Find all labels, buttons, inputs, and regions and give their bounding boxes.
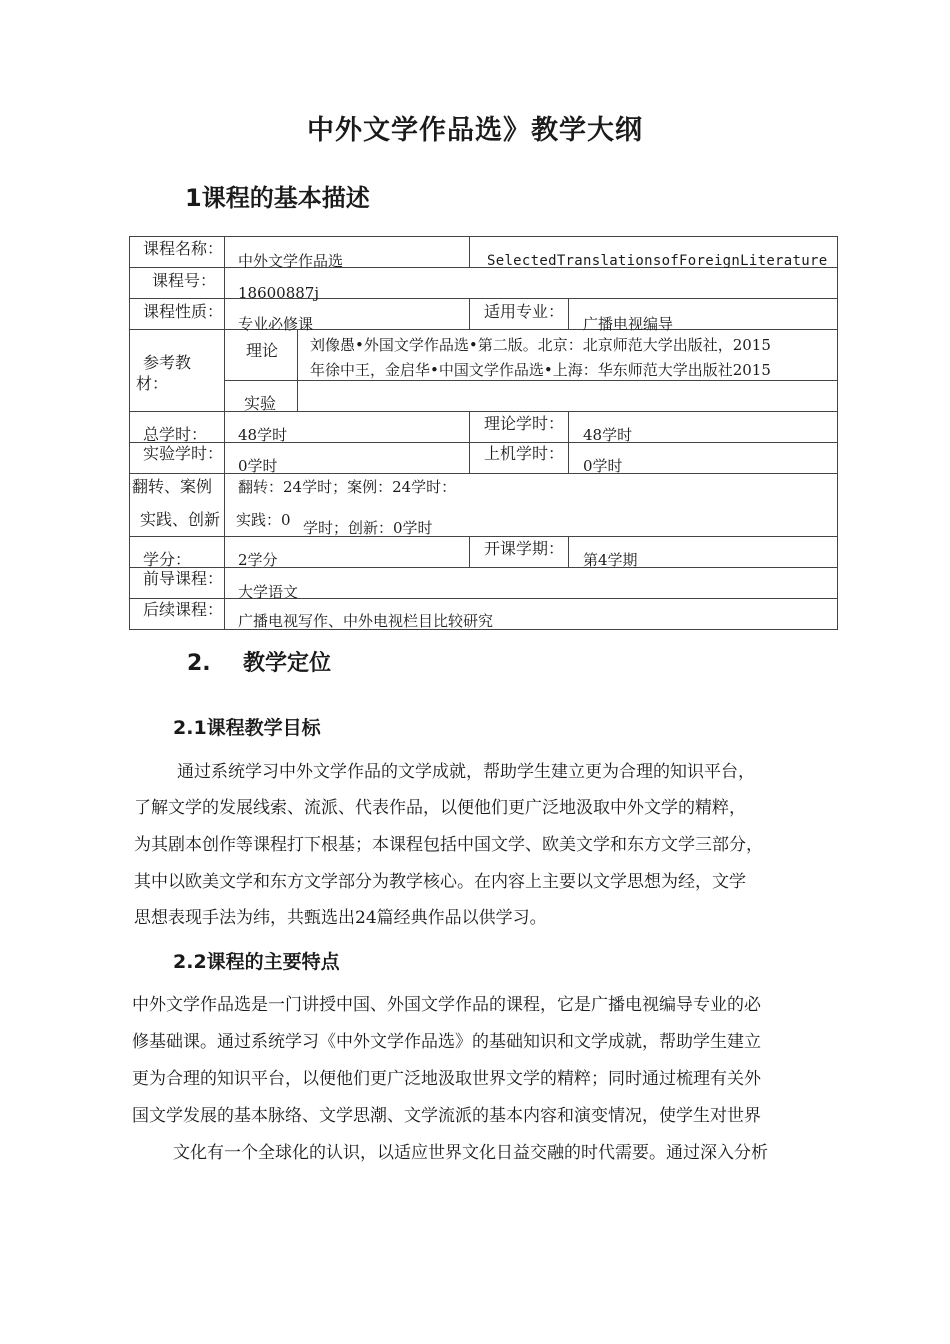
section-2-1-heading: 2.1课程教学目标 <box>173 717 321 739</box>
course-name-cn: 中外文学作品选 <box>238 252 344 270</box>
section-2-title: 教学定位 <box>243 651 332 676</box>
textbook-line-1: 刘像愚•外国文学作品选•第二版。北京：北京师范大学出版社，2015 <box>310 336 771 354</box>
course-code-label: 课程号： <box>152 271 217 290</box>
para-2-2-line-4: 国文学发展的基本脉络、文学思潮、文学流派的基本内容和演变情况，使学生对世界 <box>132 1106 761 1126</box>
credits: 2学分 <box>238 551 278 569</box>
prereq-label: 前导课程： <box>143 569 224 588</box>
computer-hours: 0学时 <box>583 457 623 475</box>
experiment-label: 实验 <box>244 394 277 413</box>
theory-hours-label: 理论学时： <box>484 414 565 433</box>
textbook-label-2: 材： <box>136 374 169 393</box>
para-2-2-line-1: 中外文学作品选是一门讲授中国、外国文学作品的课程，它是广播电视编导专业的必 <box>132 995 761 1015</box>
theory-label: 理论 <box>246 341 279 360</box>
total-hours-label: 总学时： <box>143 425 208 444</box>
course-type-label: 课程性质： <box>143 302 224 321</box>
major: 广播电视编导 <box>583 315 674 333</box>
section-1-heading: 1课程的基本描述 <box>185 184 370 212</box>
para-2-2-line-2: 修基础课。通过系统学习《中外文学作品选》的基础知识和文学成就，帮助学生建立 <box>132 1032 761 1052</box>
theory-hours: 48学时 <box>583 426 633 444</box>
course-name-en: SelectedTranslationsofForeignLiterature <box>487 253 828 269</box>
practice-innovation-value: 学时；创新：0学时 <box>303 519 433 537</box>
flip-case-value: 翻转：24学时；案例：24学时： <box>238 478 457 496</box>
textbook-line-2: 年徐中王，金启华•中国文学作品选•上海：华东师范大学出版社2015 <box>310 361 771 379</box>
semester: 第4学期 <box>583 551 638 569</box>
credits-label: 学分： <box>143 550 192 569</box>
lab-hours-label: 实验学时： <box>143 444 224 463</box>
semester-label: 开课学期： <box>484 539 565 558</box>
para-2-1-line-4: 其中以欧美文学和东方文学部分为教学核心。在内容上主要以文学思想为经，文学 <box>134 872 746 892</box>
practice-innovation-label: 实践、创新 <box>140 510 221 529</box>
section-2-heading <box>187 646 331 677</box>
para-2-1-line-2: 了解文学的发展线索、流派、代表作品，以便他们更广泛地汲取中外文学的精粹， <box>134 798 746 818</box>
followup: 广播电视写作、中外电视栏目比较研究 <box>238 612 494 630</box>
prereq: 大学语文 <box>238 583 299 601</box>
para-2-1-line-5: 思想表现手法为纬，共甄选出24篇经典作品以供学习。 <box>134 908 547 928</box>
section-2-number: 2. <box>187 651 211 676</box>
textbook-label-1: 参考教 <box>143 353 192 372</box>
course-name-label: 课程名称： <box>143 239 224 258</box>
para-2-1-line-3: 为其剧本创作等课程打下根基；本课程包括中国文学、欧美文学和东方文学三部分， <box>134 835 763 855</box>
computer-hours-label: 上机学时： <box>484 444 565 463</box>
para-2-1-line-1: 通过系统学习中外文学作品的文学成就，帮助学生建立更为合理的知识平台， <box>177 762 755 782</box>
total-hours: 48学时 <box>238 426 288 444</box>
para-2-2-line-5: 文化有一个全球化的认识，以适应世界文化日益交融的时代需要。通过深入分析 <box>173 1143 768 1163</box>
lab-hours: 0学时 <box>238 457 278 475</box>
section-2-2-heading: 2.2课程的主要特点 <box>173 951 340 973</box>
followup-label: 后续课程： <box>143 600 224 619</box>
document-title: 中外文学作品选》教学大纲 <box>307 115 643 146</box>
course-code: 18600887j <box>238 284 319 302</box>
practice-prefix: 实践：0 <box>236 511 291 529</box>
para-2-2-line-3: 更为合理的知识平台，以便他们更广泛地汲取世界文学的精粹；同时通过梳理有关外 <box>132 1069 761 1089</box>
flip-case-label: 翻转、案例 <box>132 477 213 496</box>
major-label: 适用专业： <box>484 302 565 321</box>
course-type: 专业必修课 <box>238 315 314 333</box>
